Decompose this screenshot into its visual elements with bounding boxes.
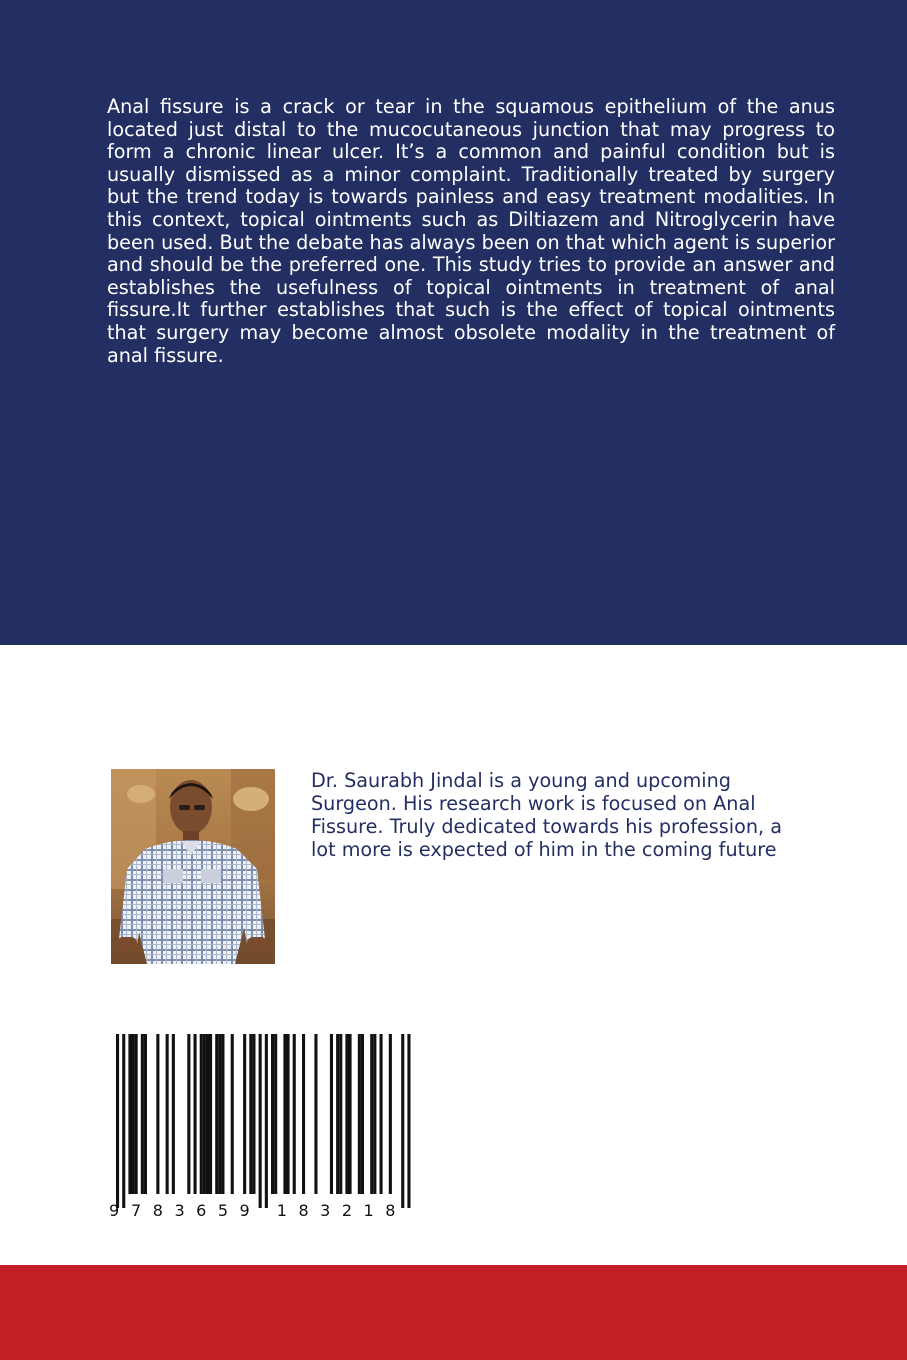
barcode-bar [274,1034,277,1194]
barcode-bar [361,1034,364,1194]
barcode-bar [231,1034,234,1194]
barcode-bar [370,1034,373,1194]
barcode-bar [380,1034,383,1194]
barcode-bar [330,1034,333,1194]
isbn-barcode [104,1032,424,1222]
barcode-bar [302,1034,305,1194]
author-bio: Dr. Saurabh Jindal is a young and upcoming Surgeon. His research work is focused on Anal Fissure. Truly dedicated towards his profession, a lot more is expected of him in the coming future [311,769,782,861]
barcode-bar [194,1034,197,1194]
barcode-bar [172,1034,175,1194]
barcode-bar [218,1034,221,1194]
barcode-bar [259,1034,262,1208]
barcode-bar [349,1034,352,1194]
barcode-bar [187,1034,190,1194]
barcode-bars [104,1032,424,1222]
barcode-bar [345,1034,348,1194]
barcode-digit: 9 [239,1201,250,1220]
synopsis-text: Anal fissure is a crack or tear in the squamous epithelium of the anus located just distal to the mucocutaneous junction that may progress to form a chronic linear ulcer. It’s a common and painful condition but is usually dismissed as a minor complaint. Traditionally treated by surgery but the trend today is towards painless and easy treatment modalities. In this context, topical ointments such as Diltiazem and Nitroglycerin have been used. But the debate has always been on that which agent is superior and should be the preferred one. This study tries to provide an answer and establishes the usefulness of topical ointments in treatment of anal fissure.It further establishes that such is the effect of topical ointments that surgery may become almost obsolete modality in the treatment of anal fissure. [107,95,835,367]
barcode-lead-digit: 9 [109,1201,120,1220]
barcode-digit: 2 [341,1201,353,1220]
barcode-digit: 5 [217,1201,229,1220]
barcode-bar [358,1034,361,1194]
barcode-bar [206,1034,209,1194]
barcode-bar [132,1034,135,1194]
barcode-bar [287,1034,290,1194]
barcode-bar [116,1034,119,1208]
barcode-bar [283,1034,286,1194]
barcode-bar [249,1034,252,1194]
barcode-digit: 1 [276,1201,287,1220]
author-portrait-image [111,769,275,964]
barcode-bar [401,1034,404,1208]
barcode-bar [135,1034,138,1194]
barcode-bar [243,1034,246,1194]
barcode-bar [271,1034,274,1194]
barcode-bar [166,1034,169,1194]
barcode-digit: 6 [196,1201,207,1220]
barcode-digit: 3 [320,1201,331,1220]
synopsis-panel [0,0,907,645]
barcode-bar [128,1034,131,1194]
barcode-bar [141,1034,144,1194]
barcode-digit: 8 [385,1201,396,1220]
barcode-bar [407,1034,410,1208]
barcode-digit: 8 [152,1201,163,1220]
barcode-bar [122,1034,125,1208]
barcode-bar [265,1034,268,1208]
barcode-bar [200,1034,203,1194]
barcode-digit: 7 [131,1201,142,1220]
barcode-bar [293,1034,296,1194]
barcode-bar [252,1034,255,1194]
barcode-digit: 1 [363,1201,374,1220]
barcode-bar [156,1034,159,1194]
bottom-color-band [0,1265,907,1360]
barcode-bar [203,1034,206,1194]
barcode-bar [215,1034,218,1194]
barcode-bar [339,1034,342,1194]
barcode-digit: 3 [174,1201,185,1220]
barcode-bar [209,1034,212,1194]
barcode-bar [373,1034,376,1194]
barcode-bar [314,1034,317,1194]
barcode-bar [221,1034,224,1194]
barcode-bar [144,1034,147,1194]
barcode-bar [336,1034,339,1194]
barcode-digit: 8 [298,1201,309,1220]
author-photo [111,769,275,964]
barcode-bar [389,1034,392,1194]
